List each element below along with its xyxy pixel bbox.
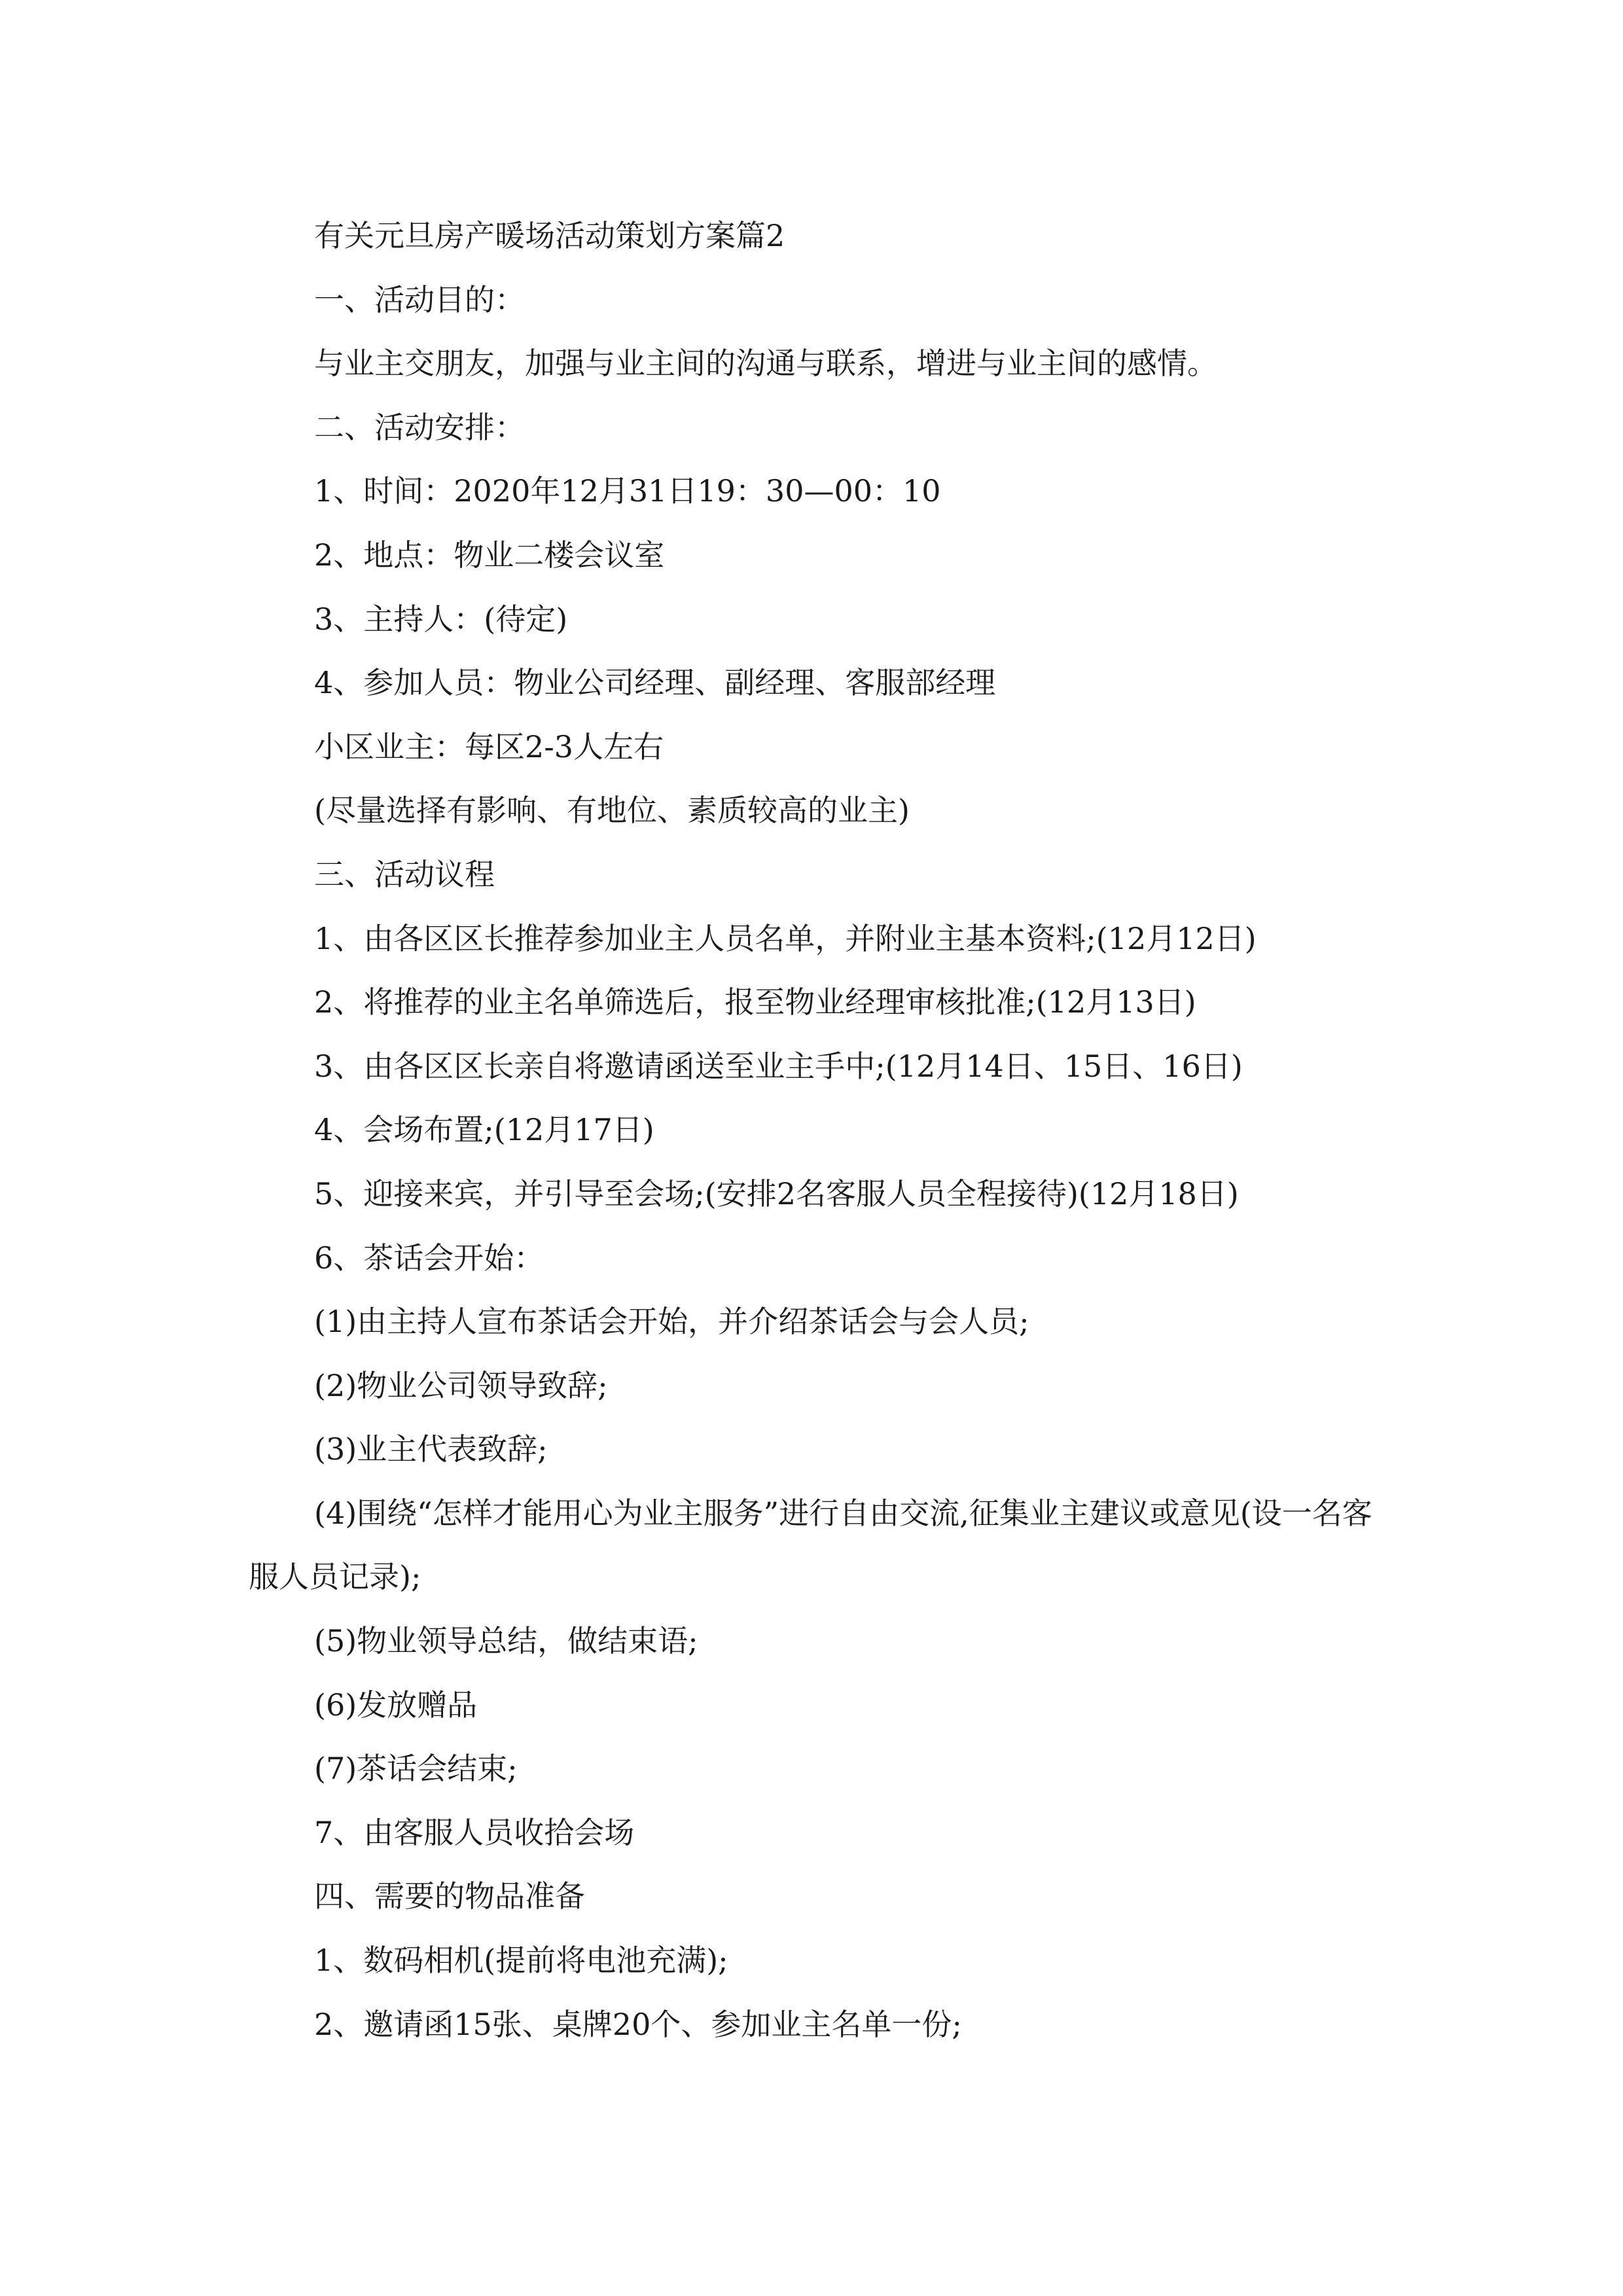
agenda-item-5: 5、迎接来宾，并引导至会场;(安排2名客服人员全程接待)(12月18日) bbox=[314, 1175, 1239, 1211]
supplies-item-1: 1、数码相机(提前将电池充满); bbox=[314, 1943, 728, 1979]
section-heading-agenda: 三、活动议程 bbox=[314, 856, 495, 892]
agenda-item-7: 7、由客服人员收拾会场 bbox=[314, 1814, 635, 1850]
section-heading-supplies: 四、需要的物品准备 bbox=[314, 1878, 585, 1914]
agenda-item-2: 2、将推荐的业主名单筛选后，报至物业经理审核批准;(12月13日) bbox=[314, 984, 1196, 1020]
agenda-subitem-6: (6)发放赠品 bbox=[314, 1687, 478, 1723]
document-title: 有关元旦房产暖场活动策划方案篇2 bbox=[314, 218, 785, 253]
agenda-subitem-1: (1)由主持人宣布茶话会开始，并介绍茶话会与会人员; bbox=[314, 1304, 1029, 1340]
paragraph-purpose: 与业主交朋友，加强与业主间的沟通与联系，增进与业主间的感情。 bbox=[314, 346, 1217, 382]
agenda-subitem-3: (3)业主代表致辞; bbox=[314, 1431, 548, 1467]
paragraph-time: 1、时间：2020年12月31日19：30—00：10 bbox=[314, 473, 941, 509]
supplies-item-2: 2、邀请函15张、桌牌20个、参加业主名单一份; bbox=[314, 2006, 962, 2042]
agenda-item-3: 3、由各区区长亲自将邀请函送至业主手中;(12月14日、15日、16日) bbox=[314, 1048, 1243, 1084]
agenda-item-1: 1、由各区区长推荐参加业主人员名单，并附业主基本资料;(12月12日) bbox=[314, 920, 1257, 956]
agenda-item-6: 6、茶话会开始： bbox=[314, 1240, 544, 1276]
paragraph-owners: 小区业主：每区2-3人左右 bbox=[314, 728, 664, 764]
paragraph-location: 2、地点：物业二楼会议室 bbox=[314, 537, 665, 573]
agenda-subitem-4: (4)围绕“怎样才能用心为业主服务”进行自由交流,征集业主建议或意见(设一名客服人员记录); bbox=[249, 1495, 1372, 1595]
agenda-item-4: 4、会场布置;(12月17日) bbox=[314, 1112, 654, 1148]
paragraph-host: 3、主持人：(待定) bbox=[314, 601, 568, 637]
section-heading-purpose: 一、活动目的： bbox=[314, 281, 525, 317]
agenda-subitem-5: (5)物业领导总结，做结束语; bbox=[314, 1623, 698, 1659]
paragraph-owners-note: (尽量选择有影响、有地位、素质较高的业主) bbox=[314, 793, 910, 829]
agenda-subitem-7: (7)茶话会结束; bbox=[314, 1751, 518, 1787]
document-body bbox=[249, 204, 1381, 2056]
section-heading-arrangement: 二、活动安排： bbox=[314, 409, 525, 445]
paragraph-participants: 4、参加人员：物业公司经理、副经理、客服部经理 bbox=[314, 665, 996, 701]
agenda-subitem-2: (2)物业公司领导致辞; bbox=[314, 1367, 608, 1403]
